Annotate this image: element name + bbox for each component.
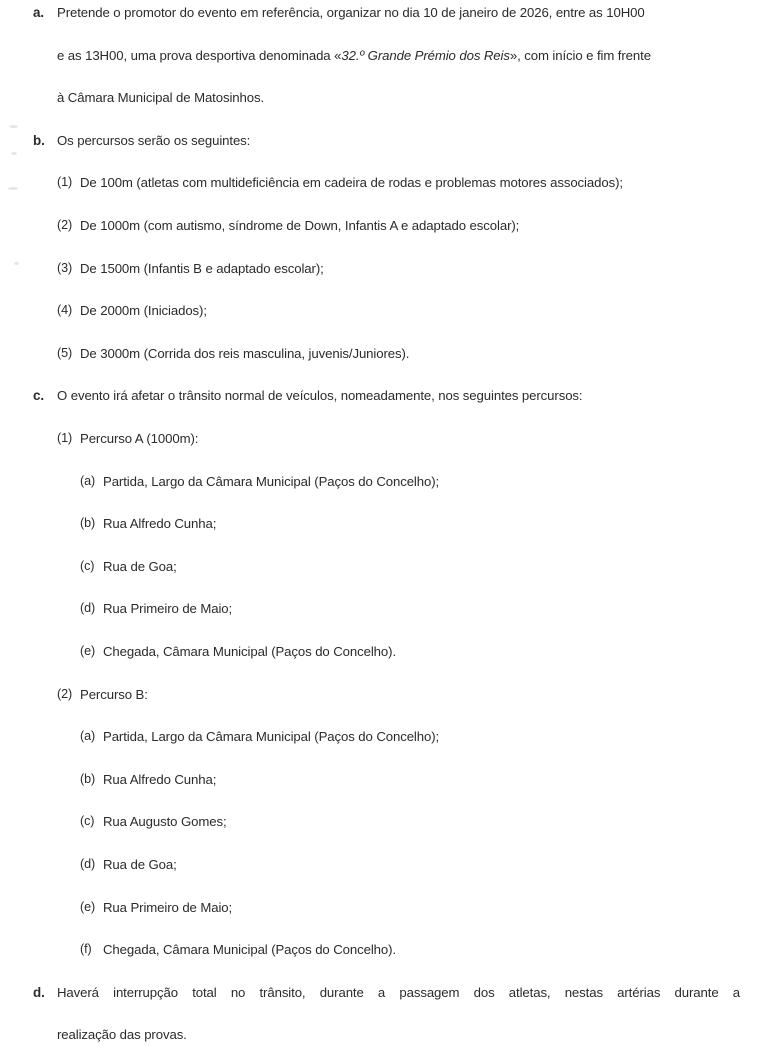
list-marker: d.	[33, 984, 45, 1000]
list-item-text: Rua Primeiro de Maio;	[103, 899, 233, 915]
list-item-text: realização das provas.	[57, 1027, 187, 1043]
list-item-text: Rua Alfredo Cunha;	[103, 516, 217, 532]
line-prefix: e as 13H00, uma prova desportiva denominada «	[57, 47, 342, 63]
list-marker: (e)	[80, 899, 96, 914]
list-item-c-1-d	[0, 598, 762, 619]
list-marker: (f)	[80, 942, 92, 957]
list-item-c-2-f	[0, 939, 762, 960]
list-item-c	[0, 385, 762, 406]
list-item-text: De 2000m (Iniciados);	[80, 303, 207, 319]
list-marker: (a)	[80, 729, 96, 744]
list-marker: (5)	[57, 345, 73, 360]
list-item-b	[0, 130, 762, 151]
list-item-text: De 1500m (Infantis B e adaptado escolar);	[80, 260, 324, 276]
list-item-text: Rua Primeiro de Maio;	[103, 601, 233, 617]
list-item-c-1-e	[0, 641, 762, 662]
list-marker: (2)	[57, 217, 73, 232]
event-name-italic: 32.º Grande Prémio dos Reis	[341, 47, 510, 63]
list-item-text: De 100m (atletas com multideficiência em cadeira de rodas e problemas motores associados);	[80, 175, 623, 191]
list-item-text: Partida, Largo da Câmara Municipal (Paços do Concelho);	[103, 473, 440, 489]
list-item-c-2-e	[0, 897, 762, 918]
list-item-c-2-a	[0, 726, 762, 747]
list-item-c-1-c	[0, 556, 762, 577]
list-marker: (b)	[80, 516, 96, 531]
list-marker: b.	[33, 132, 45, 148]
list-item-b-3	[0, 258, 762, 279]
list-item-a-line2	[0, 45, 762, 66]
list-item-b-5	[0, 343, 762, 364]
list-item-text: Rua Augusto Gomes;	[103, 814, 227, 830]
list-marker: (4)	[57, 303, 73, 318]
list-marker: (d)	[80, 601, 96, 616]
list-marker: (b)	[80, 771, 96, 786]
list-item-text: Haverá interrupção total no trânsito, durante a passagem dos atletas, nestas artérias durante a	[57, 984, 740, 1000]
list-marker: c.	[33, 388, 44, 404]
list-marker: (a)	[80, 473, 96, 488]
list-item-text: Percurso B:	[80, 686, 148, 702]
list-item-c-1-b	[0, 513, 762, 534]
list-item-text: Os percursos serão os seguintes:	[57, 132, 251, 148]
list-item-a-line3	[0, 87, 762, 108]
list-marker: (e)	[80, 643, 96, 658]
list-item-text: De 1000m (com autismo, síndrome de Down, Infantis A e adaptado escolar);	[80, 217, 520, 233]
list-item-text: O evento irá afetar o trânsito normal de veículos, nomeadamente, nos seguintes percursos:	[57, 388, 583, 404]
list-marker: (c)	[80, 558, 95, 573]
list-marker: (c)	[80, 814, 95, 829]
list-item-c-2-b	[0, 769, 762, 790]
list-item-text	[57, 45, 651, 66]
list-item-text: Rua de Goa;	[103, 558, 177, 574]
list-item-b-2	[0, 215, 762, 236]
list-item-c-2	[0, 684, 762, 705]
list-item-text: Pretende o promotor do evento em referência, organizar no dia 10 de janeiro de 2026, entre as 10H00	[57, 5, 645, 20]
list-item-text: Rua Alfredo Cunha;	[103, 771, 217, 787]
list-item-c-2-c	[0, 811, 762, 832]
list-item-d-line2	[0, 1024, 762, 1045]
list-item-text: Partida, Largo da Câmara Municipal (Paços do Concelho);	[103, 729, 440, 745]
list-item-b-4	[0, 300, 762, 321]
list-item-c-1	[0, 428, 762, 449]
list-marker: (1)	[57, 175, 73, 190]
list-item-text: à Câmara Municipal de Matosinhos.	[57, 90, 265, 106]
line-suffix: », com início e fim frente	[509, 47, 651, 63]
list-item-a	[0, 2, 762, 23]
list-item-d	[0, 982, 762, 1003]
list-marker: (1)	[57, 430, 73, 445]
list-item-text: Chegada, Câmara Municipal (Paços do Concelho).	[103, 942, 397, 958]
list-item-b-1	[0, 172, 762, 193]
list-item-text: De 3000m (Corrida dos reis masculina, juvenis/Juniores).	[80, 345, 410, 361]
list-marker: (d)	[80, 856, 96, 871]
list-item-text: Rua de Goa;	[103, 856, 177, 872]
list-item-c-1-a	[0, 471, 762, 492]
list-marker: (2)	[57, 686, 73, 701]
list-item-text: Chegada, Câmara Municipal (Paços do Concelho).	[103, 643, 397, 659]
list-marker: (3)	[57, 260, 73, 275]
list-item-text: Percurso A (1000m):	[80, 430, 199, 446]
list-item-c-2-d	[0, 854, 762, 875]
list-marker: a.	[33, 5, 44, 20]
